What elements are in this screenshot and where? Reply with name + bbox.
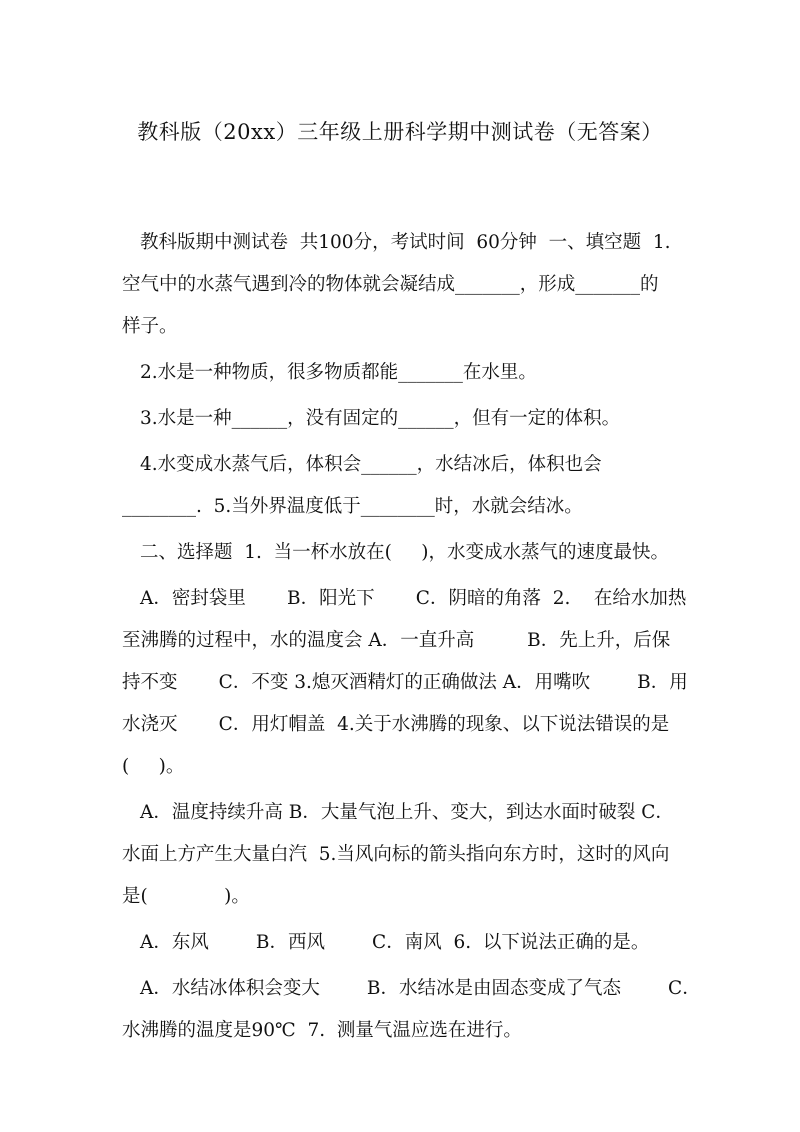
- text-line: 至沸腾的过程中，水的温度会 A．一直升高 B．先上升，后保: [122, 630, 671, 651]
- text-line: 空气中的水蒸气遇到冷的物体就会凝结成_______，形成_______的: [122, 274, 659, 295]
- text-line: A．密封袋里 B．阳光下 C．阴暗的角落 2. 在给水加热: [140, 588, 687, 609]
- text-line: ( )。: [122, 756, 185, 777]
- text-line: 是( )。: [122, 886, 250, 907]
- text-line: 教科版期中测试卷 共100分，考试时间 60分钟 一、填空题 1.: [140, 232, 671, 253]
- text-line: ________. 5.当外界温度低于________时，水就会结冰。: [122, 496, 583, 517]
- text-line: 水浇灭 C．用灯帽盖 4.关于水沸腾的现象、以下说法错误的是: [122, 714, 670, 735]
- text-line: 持不变 C．不变 3.熄灭酒精灯的正确做法 A．用嘴吹 B．用: [122, 672, 688, 693]
- text-line: A．温度持续升高 B．大量气泡上升、变大，到达水面时破裂 C．: [140, 802, 674, 823]
- text-line: 二、选择题 1. 当一杯水放在( )，水变成水蒸气的速度最快。: [140, 542, 670, 563]
- text-line: 水沸腾的温度是90℃ 7. 测量气温应选在进行。: [122, 1020, 522, 1041]
- document-title: 教科版（20xx）三年级上册科学期中测试卷（无答案）: [137, 120, 663, 144]
- text-line: 样子。: [122, 316, 178, 337]
- text-line: 2.水是一种物质，很多物质都能_______在水里。: [140, 362, 537, 383]
- text-line: 水面上方产生大量白汽 5.当风向标的箭头指向东方时，这时的风向: [122, 844, 670, 865]
- text-line: 3.水是一种______，没有固定的______，但有一定的体积。: [140, 408, 621, 429]
- text-line: 4.水变成水蒸气后，体积会______，水结冰后，体积也会: [140, 454, 602, 475]
- text-line: A．水结冰体积会变大 B．水结冰是由固态变成了气态 C．: [140, 978, 701, 999]
- document-body: [122, 222, 701, 1052]
- text-line: A．东风 B．西风 C．南风 6. 以下说法正确的是。: [140, 932, 650, 953]
